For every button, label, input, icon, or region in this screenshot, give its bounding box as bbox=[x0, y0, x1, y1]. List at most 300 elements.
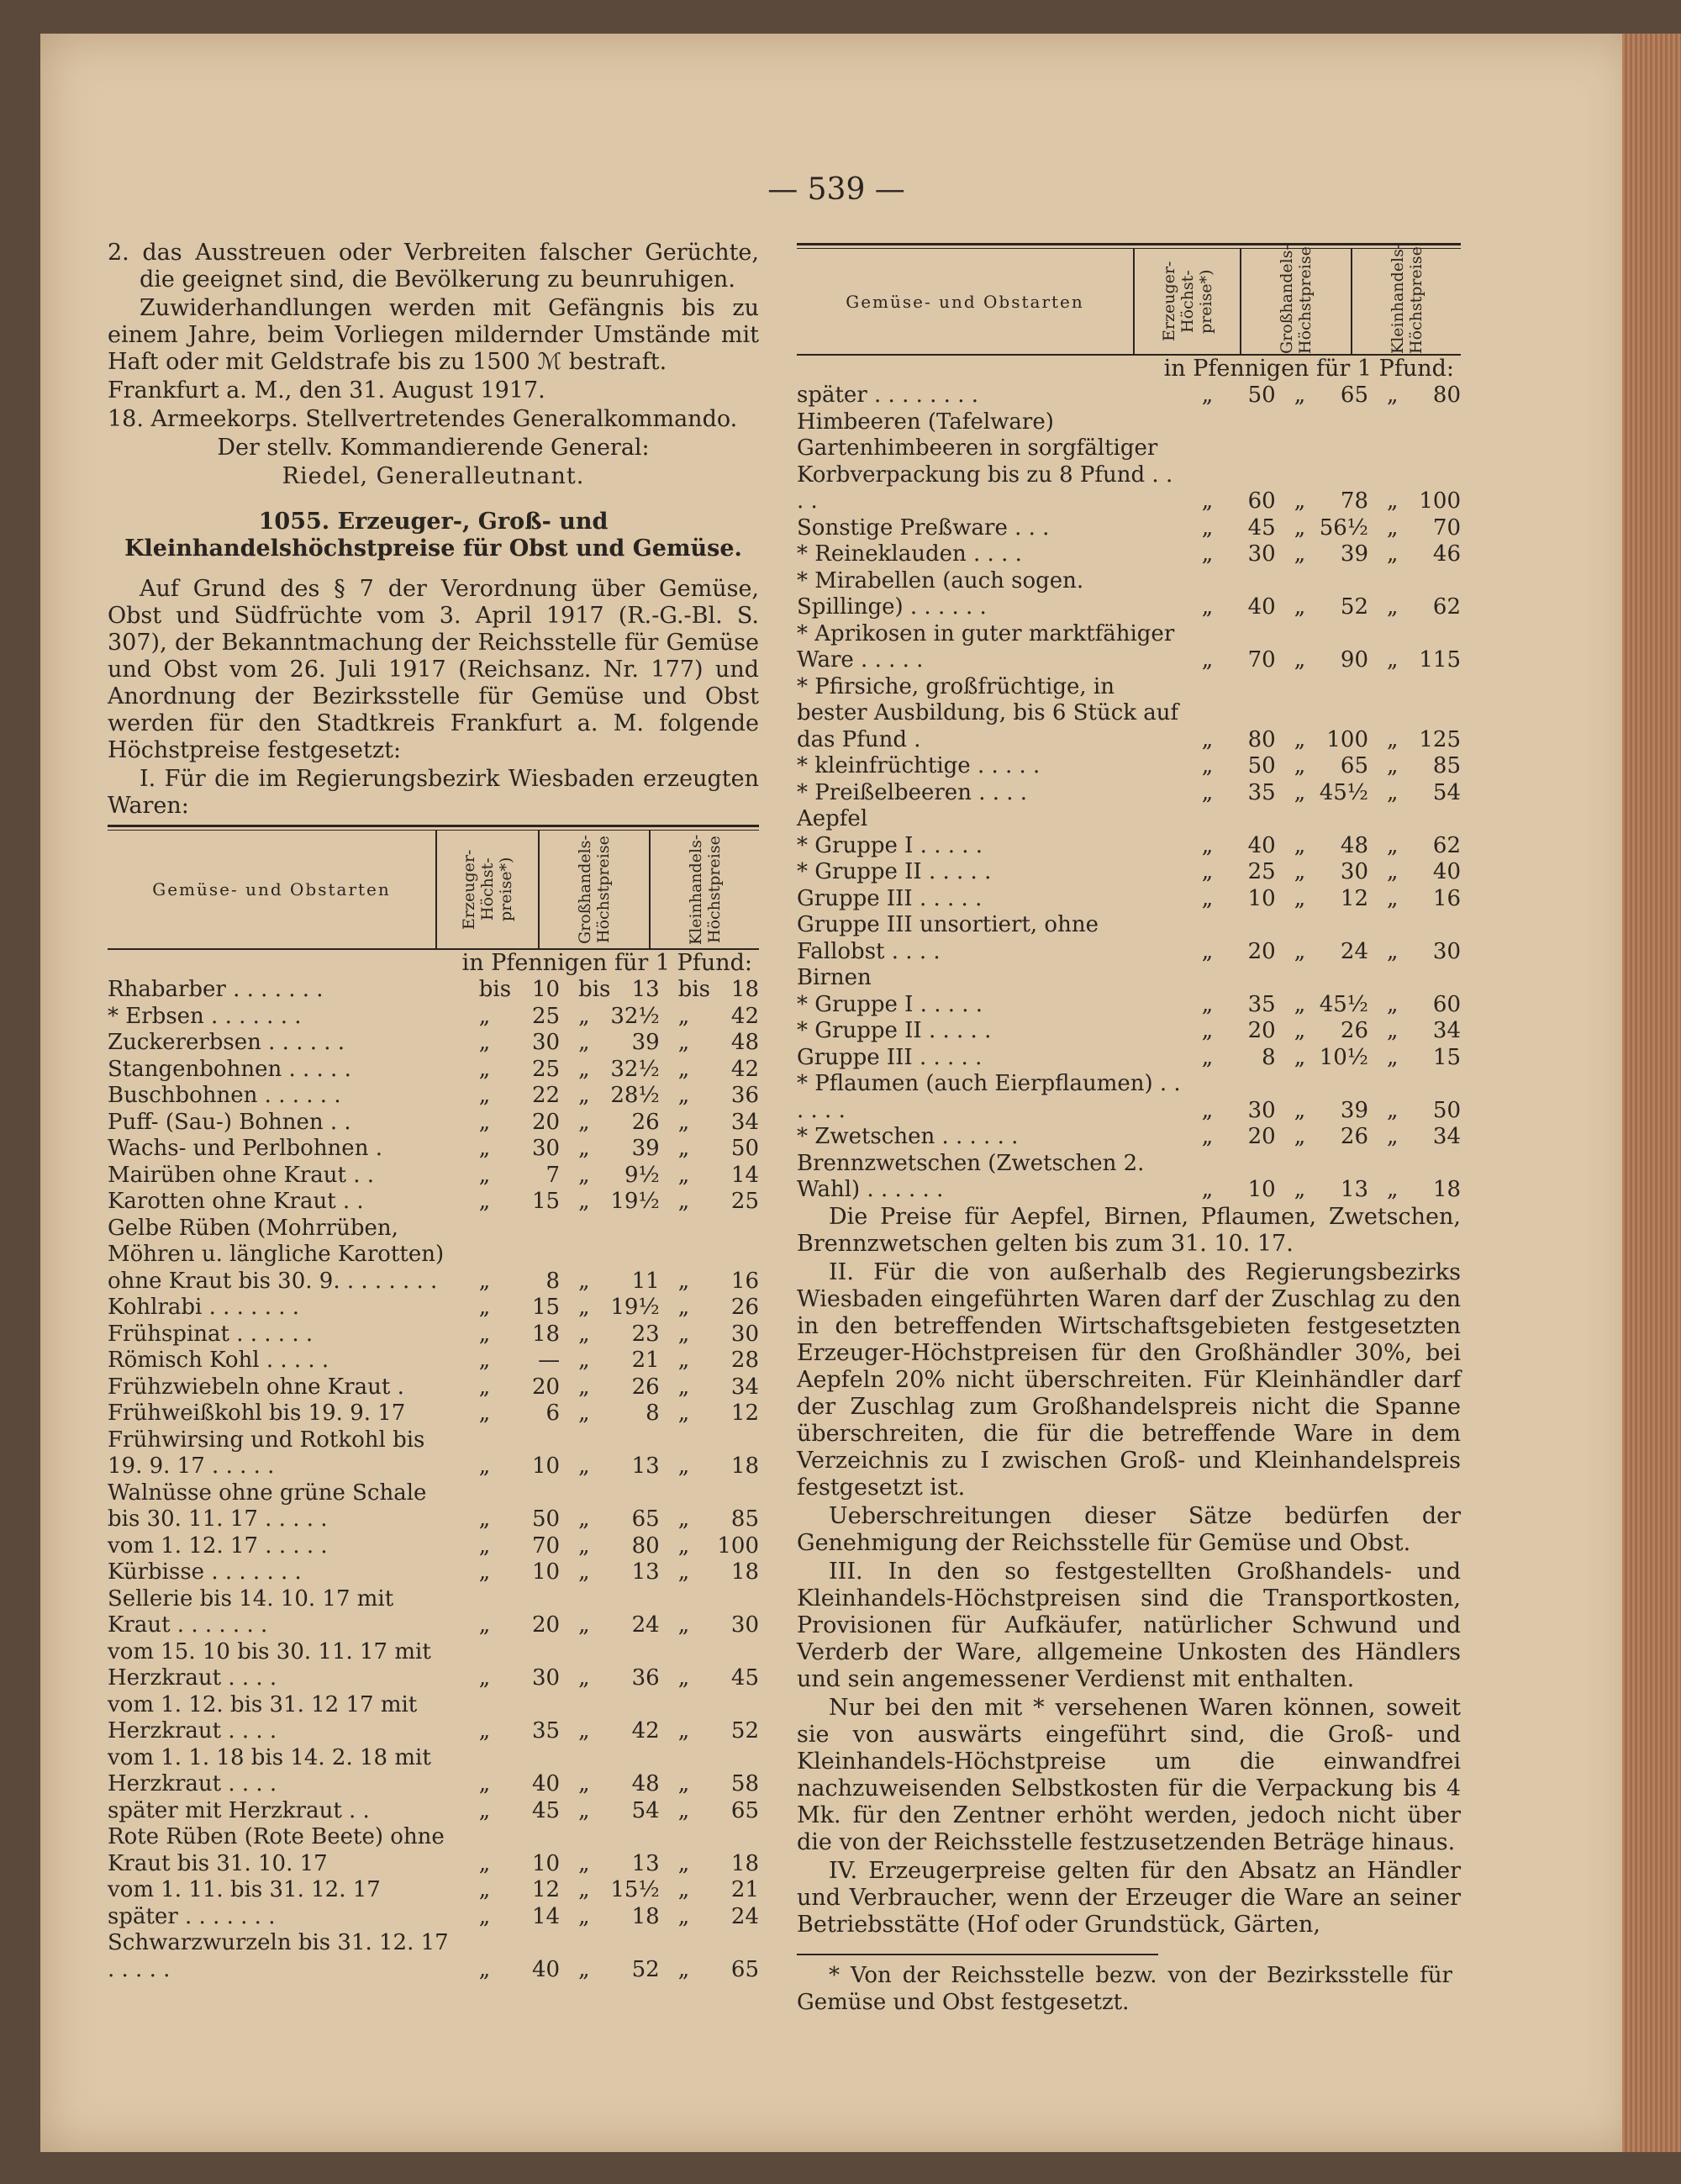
producer-price: 25 bbox=[1247, 859, 1276, 884]
wholesale-price: 36 bbox=[631, 1665, 660, 1691]
producer-price: 10 bbox=[1247, 1177, 1276, 1202]
wholesale-prefix: „ bbox=[578, 1003, 590, 1029]
row-label: Frühspinat . . . . . . bbox=[108, 1321, 314, 1347]
row-label: Römisch Kohl . . . . . bbox=[108, 1348, 329, 1373]
row-label: Stangenbohnen . . . . . bbox=[108, 1056, 351, 1082]
retail-prefix: „ bbox=[677, 1903, 690, 1929]
producer-prefix: „ bbox=[478, 1612, 491, 1638]
wholesale-price: 48 bbox=[631, 1771, 660, 1796]
table-row bbox=[797, 886, 1461, 913]
retail-prefix: „ bbox=[677, 1268, 690, 1294]
table-row bbox=[797, 1151, 1461, 1204]
retail-prefix: „ bbox=[1387, 885, 1399, 911]
intro-general: Der stellv. Kommandierende General: bbox=[217, 435, 650, 461]
retail-price: 25 bbox=[730, 1189, 759, 1214]
page-number: — 539 — bbox=[767, 172, 905, 207]
retail-prefix: „ bbox=[677, 1321, 690, 1347]
retail-price: 16 bbox=[1432, 885, 1461, 911]
retail-prefix: „ bbox=[677, 1109, 690, 1135]
intro-command: 18. Armeekorps. Stellvertretendes Generalkommando. bbox=[108, 406, 738, 432]
retail-prefix: „ bbox=[677, 1453, 690, 1479]
retail-prefix: „ bbox=[1387, 1177, 1399, 1202]
retail-prefix: „ bbox=[1387, 1044, 1399, 1070]
retail-prefix bbox=[1368, 806, 1412, 833]
producer-prefix: „ bbox=[478, 1665, 491, 1691]
producer-prefix: „ bbox=[1201, 1044, 1214, 1070]
producer-price: 20 bbox=[531, 1612, 561, 1638]
row-label: Sellerie bis 14. 10. 17 mit Kraut . . . . . . . bbox=[108, 1585, 394, 1638]
header-col-types: Gemüse- und Obstarten bbox=[152, 879, 391, 899]
producer-price: 10 bbox=[531, 1559, 561, 1585]
producer-price: 6 bbox=[545, 1401, 561, 1426]
retail-price: 14 bbox=[730, 1162, 759, 1188]
wholesale-price: 32½ bbox=[610, 1056, 660, 1082]
retail-prefix: „ bbox=[1387, 753, 1399, 778]
row-label: * Pflaumen (auch Eierpflaumen) . . . . . . bbox=[797, 1071, 1181, 1123]
producer-prefix: bis bbox=[478, 977, 512, 1002]
wholesale-price bbox=[1320, 965, 1368, 992]
wholesale-price: 80 bbox=[631, 1532, 660, 1559]
producer-prefix: „ bbox=[1201, 779, 1214, 805]
wholesale-price: 15½ bbox=[610, 1877, 660, 1902]
retail-prefix: „ bbox=[677, 1030, 690, 1055]
wholesale-price: 90 bbox=[1340, 647, 1368, 673]
producer-prefix: „ bbox=[1201, 382, 1214, 408]
row-label: vom 1. 1. 18 bis 14. 2. 18 mit Herzkraut . . . . bbox=[108, 1744, 431, 1796]
table-row bbox=[797, 1124, 1461, 1151]
wholesale-price: 26 bbox=[631, 1109, 660, 1135]
wholesale-prefix: „ bbox=[1294, 382, 1306, 408]
row-label: * Zwetschen . . . . . . bbox=[797, 1124, 1019, 1149]
producer-price: 30 bbox=[531, 1030, 561, 1055]
wholesale-price: 26 bbox=[631, 1374, 660, 1400]
retail-prefix: „ bbox=[677, 1532, 690, 1559]
retail-price: 40 bbox=[1432, 859, 1461, 884]
row-label: * Reineklauden . . . . bbox=[797, 541, 1022, 567]
retail-price: 80 bbox=[1432, 382, 1461, 408]
producer-price: 80 bbox=[1247, 726, 1276, 752]
row-label: Kohlrabi . . . . . . . bbox=[108, 1295, 300, 1320]
retail-prefix bbox=[1368, 965, 1412, 992]
producer-price: 50 bbox=[1247, 753, 1276, 778]
row-label: Frühzwiebeln ohne Kraut . bbox=[108, 1374, 404, 1400]
table-row bbox=[797, 912, 1461, 965]
retail-price: 100 bbox=[717, 1532, 759, 1559]
retail-prefix: „ bbox=[1387, 541, 1399, 567]
retail-prefix: „ bbox=[1387, 1124, 1399, 1149]
wholesale-price: 65 bbox=[1340, 382, 1368, 408]
wholesale-price: 45½ bbox=[1319, 991, 1368, 1017]
retail-prefix: „ bbox=[677, 1003, 690, 1029]
table-row bbox=[797, 833, 1461, 860]
producer-prefix: „ bbox=[478, 1559, 491, 1585]
table-row bbox=[108, 1586, 759, 1639]
table-row bbox=[108, 1374, 759, 1401]
price-table-right bbox=[797, 382, 1461, 1204]
retail-price: 70 bbox=[1432, 514, 1461, 541]
producer-price: 40 bbox=[531, 1771, 561, 1796]
producer-price: 45 bbox=[1247, 514, 1276, 541]
wholesale-prefix: „ bbox=[578, 1374, 590, 1400]
retail-prefix: „ bbox=[1387, 859, 1399, 884]
wholesale-price: 23 bbox=[631, 1321, 660, 1347]
retail-prefix: „ bbox=[677, 1056, 690, 1082]
producer-prefix: „ bbox=[1201, 594, 1214, 620]
producer-price: 10 bbox=[531, 1453, 561, 1479]
unit-line: in Pfennigen für 1 Pfund: bbox=[461, 950, 752, 976]
wholesale-prefix: „ bbox=[578, 1877, 590, 1902]
producer-prefix: „ bbox=[1201, 541, 1214, 567]
table-row bbox=[108, 1533, 759, 1560]
retail-price: 100 bbox=[1419, 488, 1461, 514]
wholesale-price: 39 bbox=[631, 1030, 660, 1055]
table-row bbox=[797, 382, 1461, 409]
wholesale-prefix: „ bbox=[578, 1109, 590, 1135]
wholesale-prefix: „ bbox=[1294, 1097, 1306, 1123]
retail-price: 65 bbox=[730, 1956, 759, 1982]
row-label: Gruppe III . . . . . bbox=[797, 885, 983, 911]
table-row bbox=[797, 965, 1461, 992]
producer-price: 25 bbox=[531, 1056, 561, 1082]
producer-prefix: „ bbox=[1201, 938, 1214, 964]
producer-price: 12 bbox=[531, 1877, 561, 1902]
wholesale-prefix: „ bbox=[578, 1956, 590, 1982]
wholesale-prefix: „ bbox=[1294, 1177, 1306, 1202]
retail-price: 50 bbox=[730, 1136, 759, 1161]
producer-prefix: „ bbox=[478, 1003, 491, 1029]
retail-price: 34 bbox=[730, 1374, 759, 1400]
table-top-rule-right bbox=[797, 243, 1461, 249]
retail-prefix: „ bbox=[1387, 1097, 1399, 1123]
producer-prefix: „ bbox=[478, 1401, 491, 1426]
retail-price: 18 bbox=[1432, 1177, 1461, 1202]
wholesale-price: 100 bbox=[1326, 726, 1368, 752]
retail-prefix: bis bbox=[677, 977, 710, 1002]
wholesale-price: 39 bbox=[1340, 1097, 1368, 1123]
wholesale-prefix: „ bbox=[578, 1532, 590, 1559]
producer-prefix: „ bbox=[1201, 647, 1214, 673]
row-label: * Gruppe I . . . . . bbox=[797, 832, 983, 858]
producer-prefix: „ bbox=[478, 1532, 491, 1559]
row-label: Frühwirsing und Rotkohl bis 19. 9. 17 . . . . . bbox=[108, 1427, 425, 1479]
table-row bbox=[108, 1692, 759, 1745]
producer-price: 40 bbox=[1247, 594, 1276, 620]
row-label: Frühweißkohl bis 19. 9. 17 bbox=[108, 1401, 406, 1426]
wholesale-prefix: „ bbox=[578, 1506, 590, 1532]
retail-price: 26 bbox=[730, 1295, 759, 1320]
retail-prefix: „ bbox=[677, 1162, 690, 1188]
retail-price: 54 bbox=[1432, 779, 1461, 805]
wholesale-price: 13 bbox=[631, 1850, 660, 1876]
producer-price: 30 bbox=[531, 1665, 561, 1691]
wholesale-prefix bbox=[1276, 965, 1320, 992]
producer-prefix: „ bbox=[478, 1109, 491, 1135]
producer-price: 60 bbox=[1247, 488, 1276, 514]
retail-price bbox=[1412, 806, 1461, 833]
table-row bbox=[108, 1057, 759, 1084]
producer-prefix: „ bbox=[1201, 514, 1214, 541]
table-row bbox=[108, 1216, 759, 1295]
row-label: * Gruppe I . . . . . bbox=[797, 991, 983, 1017]
retail-price: 34 bbox=[1432, 1124, 1461, 1149]
wholesale-prefix: bis bbox=[578, 977, 611, 1002]
table-row bbox=[108, 1030, 759, 1057]
wholesale-price: 21 bbox=[631, 1348, 660, 1373]
table-row bbox=[108, 1480, 759, 1533]
intro-penalty: Zuwiderhandlungen werden mit Gefängnis bis zu einem Jahre, beim Vorliegen mildernder Umstände mit Haft oder mit Geldstrafe bis zu 1500 ℳ bestraft. bbox=[108, 295, 759, 375]
wholesale-price bbox=[1320, 806, 1368, 833]
wholesale-price: 56½ bbox=[1319, 514, 1368, 541]
producer-prefix bbox=[1183, 806, 1227, 833]
producer-prefix: „ bbox=[478, 1797, 491, 1823]
intro-item-2: 2. das Ausstreuen oder Verbreiten falscher Gerüchte, die geeignet sind, die Bevölkerung zu beunruhigen. bbox=[108, 240, 759, 293]
row-label: Sonstige Preßware . . . bbox=[797, 514, 1050, 541]
wholesale-prefix: „ bbox=[578, 1136, 590, 1161]
wholesale-prefix: „ bbox=[578, 1056, 590, 1082]
retail-price: 30 bbox=[730, 1321, 759, 1347]
wholesale-price: 10½ bbox=[1319, 1044, 1368, 1070]
wholesale-price: 52 bbox=[631, 1956, 660, 1982]
retail-price: 18 bbox=[730, 1850, 759, 1876]
producer-prefix: „ bbox=[1201, 991, 1214, 1017]
producer-prefix: „ bbox=[478, 1083, 491, 1108]
footnote-rule bbox=[797, 1954, 1158, 1962]
retail-prefix: „ bbox=[677, 1295, 690, 1320]
section-heading: 1055. Erzeuger-, Groß- und Kleinhandelshöchstpreise für Obst und Gemüse. bbox=[124, 509, 742, 562]
table-row bbox=[108, 977, 759, 1004]
table-row bbox=[108, 1401, 759, 1427]
section-III: III. In den so festgestellten Großhandels- und Kleinhandels-Höchstpreisen sind die Transportkosten, Provisionen für Aufkäufer, natürlicher Schwund und Verderb der Ware, allgemeine Unkosten des Händlers und sein angemessener Verdienst mit enthalten. bbox=[797, 1558, 1461, 1692]
wholesale-price: 65 bbox=[1340, 753, 1368, 778]
producer-price: 10 bbox=[531, 1850, 561, 1876]
wholesale-prefix: „ bbox=[1294, 938, 1306, 964]
wholesale-prefix: „ bbox=[1294, 514, 1306, 541]
unit-line-right: in Pfennigen für 1 Pfund: bbox=[1163, 356, 1454, 382]
retail-price: 42 bbox=[730, 1003, 759, 1029]
wholesale-prefix: „ bbox=[578, 1559, 590, 1585]
producer-prefix: „ bbox=[478, 1771, 491, 1796]
table-row bbox=[797, 992, 1461, 1019]
retail-prefix: „ bbox=[677, 1348, 690, 1373]
row-label: vom 1. 11. bis 31. 12. 17 bbox=[108, 1877, 381, 1902]
note-validity: Die Preise für Aepfel, Birnen, Pflaumen, Zwetschen, Brennzwetschen gelten bis zum 31. 10. 17. bbox=[797, 1203, 1461, 1257]
retail-price: 52 bbox=[730, 1718, 759, 1744]
retail-prefix: „ bbox=[1387, 832, 1399, 858]
header-col-producer-right: Erzeuger-Höchst-preise*) bbox=[1159, 261, 1215, 342]
row-label: Kürbisse . . . . . . . bbox=[108, 1559, 302, 1585]
producer-prefix: „ bbox=[478, 1030, 491, 1055]
retail-prefix: „ bbox=[677, 1797, 690, 1823]
retail-prefix: „ bbox=[677, 1612, 690, 1638]
header-col-retail: Kleinhandels-Höchstpreise bbox=[686, 834, 724, 945]
producer-price: 35 bbox=[1247, 779, 1276, 805]
header-col-wholesale: Großhandels-Höchstpreise bbox=[576, 835, 613, 944]
retail-price: 24 bbox=[730, 1903, 759, 1929]
table-row bbox=[108, 1745, 759, 1798]
producer-price: 40 bbox=[1247, 832, 1276, 858]
table-row bbox=[797, 806, 1461, 833]
wholesale-prefix: „ bbox=[578, 1348, 590, 1373]
row-label: Schwarzwurzeln bis 31. 12. 17 . . . . . bbox=[108, 1930, 449, 1982]
producer-prefix: „ bbox=[478, 1189, 491, 1214]
row-label: Birnen bbox=[797, 965, 872, 990]
wholesale-prefix: „ bbox=[1294, 1044, 1306, 1070]
header-col-types-right: Gemüse- und Obstarten bbox=[846, 291, 1084, 312]
retail-prefix: „ bbox=[677, 1665, 690, 1691]
producer-prefix: „ bbox=[478, 1348, 491, 1373]
retail-price: 28 bbox=[730, 1348, 759, 1373]
wholesale-prefix: „ bbox=[1294, 885, 1306, 911]
producer-price bbox=[1227, 965, 1276, 992]
row-label: * Mirabellen (auch sogen. Spillinge) . . . . . . bbox=[797, 567, 1084, 620]
wholesale-prefix: „ bbox=[1294, 753, 1306, 778]
producer-price: 25 bbox=[531, 1003, 561, 1029]
right-column bbox=[797, 240, 1461, 2018]
retail-price: 30 bbox=[730, 1612, 759, 1638]
retail-price: 48 bbox=[730, 1030, 759, 1055]
row-label: später mit Herzkraut . . bbox=[108, 1797, 370, 1823]
wholesale-price: 13 bbox=[1340, 1177, 1368, 1202]
wholesale-prefix: „ bbox=[1294, 1124, 1306, 1149]
row-label: * Preißelbeeren . . . . bbox=[797, 779, 1028, 805]
table-header-left bbox=[108, 831, 759, 948]
table-row bbox=[108, 1639, 759, 1692]
producer-price: 7 bbox=[545, 1162, 561, 1188]
wholesale-price: 11 bbox=[631, 1268, 660, 1294]
producer-price: 20 bbox=[531, 1374, 561, 1400]
retail-price: 60 bbox=[1432, 991, 1461, 1017]
producer-prefix: „ bbox=[478, 1295, 491, 1320]
row-label: Rhabarber . . . . . . . bbox=[108, 977, 324, 1002]
retail-price: 15 bbox=[1432, 1044, 1461, 1070]
producer-prefix: „ bbox=[1201, 859, 1214, 884]
producer-prefix: „ bbox=[478, 1056, 491, 1082]
intro-signature: Riedel, Generalleutnant. bbox=[282, 463, 585, 489]
section-IV: IV. Erzeugerpreise gelten für den Absatz an Händler und Verbraucher, wenn der Erzeuger die Ware an seiner Betriebsstätte (Hof oder Grundstück, Gärten, bbox=[797, 1857, 1461, 1938]
producer-prefix: „ bbox=[1201, 1177, 1214, 1202]
table-row bbox=[108, 1798, 759, 1825]
table-row bbox=[108, 1559, 759, 1586]
wholesale-prefix: „ bbox=[578, 1718, 590, 1744]
retail-price: 36 bbox=[730, 1083, 759, 1108]
producer-price: 50 bbox=[1247, 382, 1276, 408]
retail-prefix: „ bbox=[1387, 594, 1399, 620]
producer-prefix: „ bbox=[478, 1877, 491, 1902]
producer-prefix: „ bbox=[478, 1321, 491, 1347]
section-II: II. Für die von außerhalb des Regierungsbezirks Wiesbaden eingeführten Waren darf der Zuschlag zu den in den betreffenden Wirtschaftsgebieten festgesetzten Erzeuger-Höchstpreisen für den Großhändler 30%, bei Aepfeln 20% nicht überschreiten. Für Kleinhändler darf der Zuschlag zum Großhandelspreis nicht die Spanne überschreiten, die für die betreffende Ware in dem Verzeichnis zu I zwischen Groß- und Kleinhandelspreis festgesetzt ist. bbox=[797, 1258, 1461, 1501]
wholesale-prefix: „ bbox=[1294, 779, 1306, 805]
section-I-title: I. Für die im Regierungsbezirk Wiesbaden erzeugten Waren: bbox=[108, 766, 759, 819]
wholesale-prefix: „ bbox=[578, 1321, 590, 1347]
wholesale-prefix: „ bbox=[578, 1612, 590, 1638]
wholesale-prefix: „ bbox=[1294, 594, 1306, 620]
retail-prefix: „ bbox=[677, 1559, 690, 1585]
retail-prefix: „ bbox=[1387, 1018, 1399, 1043]
row-label: Himbeeren (Tafelware) Gartenhimbeeren in sorgfältiger Korbverpackung bis zu 8 Pfund . . . . bbox=[797, 409, 1173, 514]
table-header-right bbox=[797, 243, 1461, 354]
producer-price: 35 bbox=[1247, 991, 1276, 1017]
table-row bbox=[108, 1877, 759, 1904]
producer-price: 30 bbox=[1247, 541, 1276, 567]
producer-prefix: „ bbox=[1201, 1018, 1214, 1043]
table-row bbox=[108, 1004, 759, 1031]
retail-price: 45 bbox=[730, 1665, 759, 1691]
producer-prefix: „ bbox=[478, 1850, 491, 1876]
price-table-left bbox=[108, 977, 759, 1983]
row-label: * kleinfrüchtige . . . . . bbox=[797, 753, 1041, 778]
table-row bbox=[797, 674, 1461, 754]
wholesale-prefix bbox=[1276, 806, 1320, 833]
wholesale-price: 54 bbox=[631, 1797, 660, 1823]
producer-price: 20 bbox=[1247, 938, 1276, 964]
retail-prefix: „ bbox=[1387, 647, 1399, 673]
wholesale-prefix: „ bbox=[578, 1903, 590, 1929]
table-row bbox=[797, 859, 1461, 886]
header-col-producer: Erzeuger-Höchst-preise*) bbox=[460, 849, 515, 930]
row-label: Zuckererbsen . . . . . . bbox=[108, 1030, 345, 1055]
producer-price: 8 bbox=[1262, 1044, 1276, 1070]
table-row bbox=[797, 1071, 1461, 1124]
retail-prefix: „ bbox=[677, 1136, 690, 1161]
row-label: Gruppe III unsortiert, ohne Fallobst . . . . bbox=[797, 912, 1099, 964]
retail-price: 62 bbox=[1432, 594, 1461, 620]
wholesale-prefix: „ bbox=[578, 1850, 590, 1876]
header-col-retail-right: Kleinhandels-Höchstpreise bbox=[1388, 243, 1425, 354]
producer-price: 70 bbox=[1247, 647, 1276, 673]
producer-prefix: „ bbox=[1201, 726, 1214, 752]
table-row bbox=[797, 1018, 1461, 1045]
table-row bbox=[108, 1163, 759, 1190]
retail-price: 65 bbox=[730, 1797, 759, 1823]
wholesale-price: 24 bbox=[1340, 938, 1368, 964]
table-row bbox=[108, 1427, 759, 1480]
wholesale-price: 26 bbox=[1340, 1018, 1368, 1043]
wholesale-price: 30 bbox=[1340, 859, 1368, 884]
wholesale-price: 48 bbox=[1340, 832, 1368, 858]
row-label: * Erbsen . . . . . . . bbox=[108, 1003, 302, 1029]
wholesale-price: 24 bbox=[631, 1612, 660, 1638]
producer-price: 30 bbox=[531, 1136, 561, 1161]
wholesale-prefix: „ bbox=[578, 1162, 590, 1188]
row-label: Wachs- und Perlbohnen . bbox=[108, 1136, 382, 1161]
table-row bbox=[797, 568, 1461, 621]
wholesale-prefix: „ bbox=[1294, 1018, 1306, 1043]
producer-prefix: „ bbox=[478, 1903, 491, 1929]
wholesale-prefix: „ bbox=[1294, 832, 1306, 858]
wholesale-price: 52 bbox=[1340, 594, 1368, 620]
table-row bbox=[797, 409, 1461, 515]
producer-prefix: „ bbox=[478, 1268, 491, 1294]
retail-prefix: „ bbox=[677, 1956, 690, 1982]
retail-price: 12 bbox=[730, 1401, 759, 1426]
producer-prefix: „ bbox=[1201, 1124, 1214, 1149]
page-edge bbox=[1622, 34, 1681, 2152]
retail-prefix: „ bbox=[1387, 726, 1399, 752]
retail-price: 18 bbox=[730, 1559, 759, 1585]
retail-price: 18 bbox=[730, 1453, 759, 1479]
row-label: vom 1. 12. bis 31. 12 17 mit Herzkraut . . . . bbox=[108, 1691, 418, 1744]
producer-prefix: „ bbox=[478, 1506, 491, 1532]
retail-prefix: „ bbox=[1387, 938, 1399, 964]
wholesale-price: 13 bbox=[631, 1559, 660, 1585]
row-label: * Aprikosen in guter marktfähiger Ware . . . . . bbox=[797, 620, 1175, 673]
wholesale-prefix: „ bbox=[578, 1665, 590, 1691]
wholesale-price: 13 bbox=[631, 1453, 660, 1479]
retail-prefix: „ bbox=[677, 1850, 690, 1876]
producer-price: 14 bbox=[531, 1903, 561, 1929]
producer-price: 70 bbox=[531, 1532, 561, 1559]
producer-prefix: „ bbox=[478, 1162, 491, 1188]
